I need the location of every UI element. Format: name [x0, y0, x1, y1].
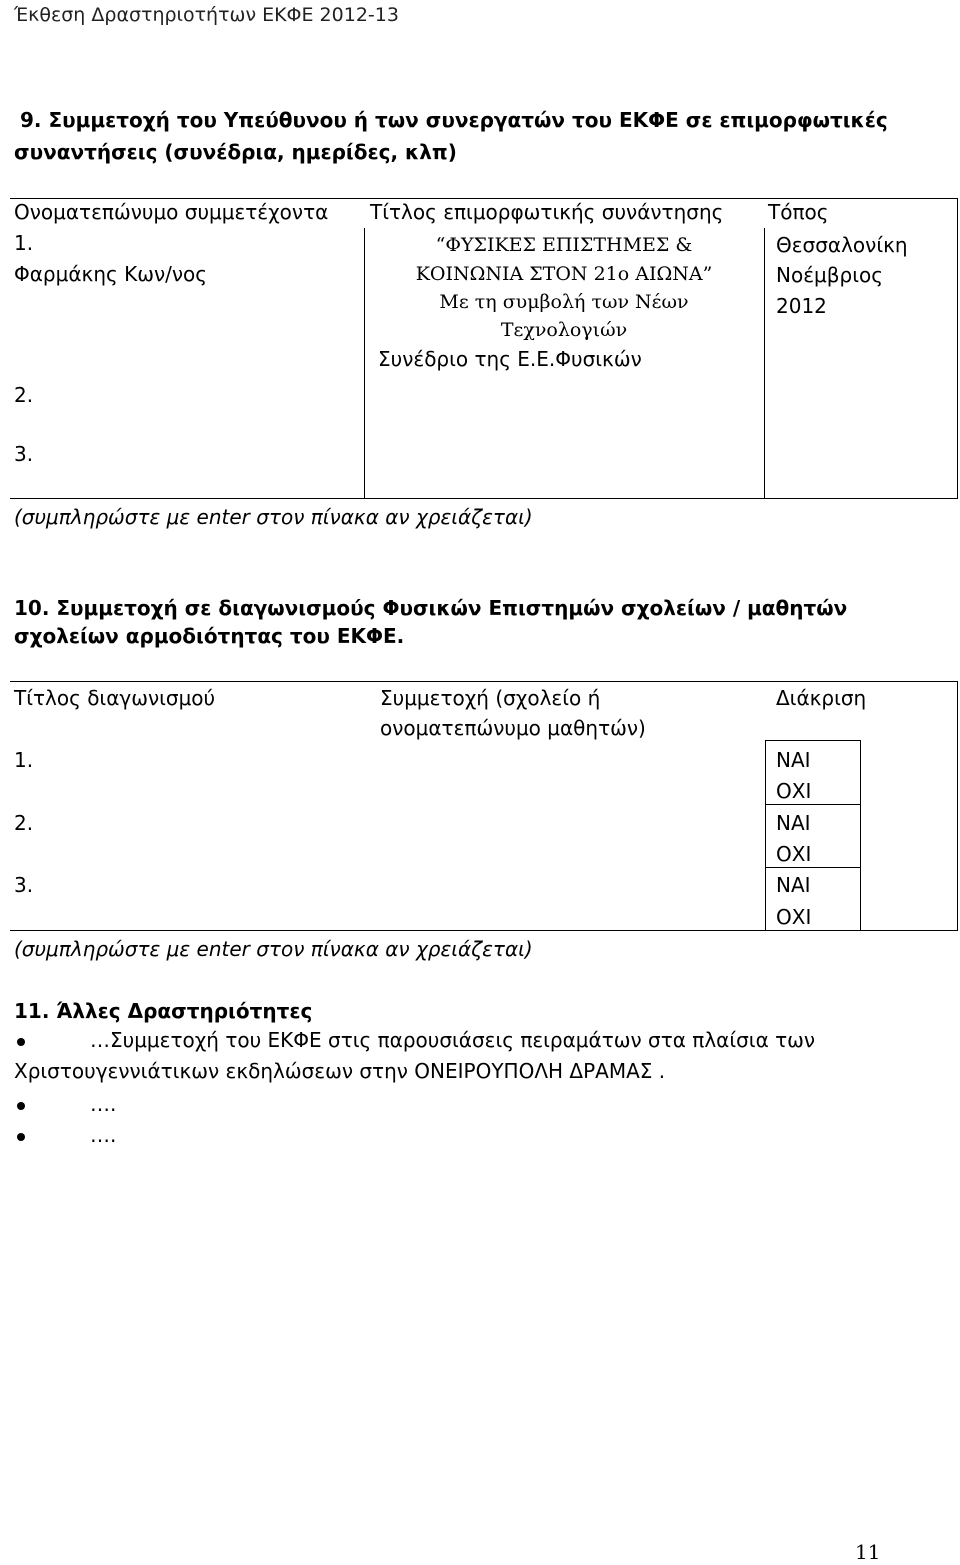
- header-participation-line2: ονοματεπώνυμο μαθητών): [380, 716, 646, 740]
- table-row-line: [765, 804, 861, 805]
- table-row-line: [765, 740, 861, 741]
- bullet3-text: ….: [90, 1123, 117, 1147]
- competition-row3-yes[interactable]: ΝΑΙ: [776, 873, 811, 897]
- table-fill-note: (συμπληρώστε με enter στον πίνακα αν χρειάζεται): [14, 937, 533, 961]
- section-10-title-line1: 10. Συμμετοχή σε διαγωνισμούς Φυσικών Επιστημών σχολείων / μαθητών: [14, 596, 848, 620]
- header-participant-name: Ονοματεπώνυμο συμμετέχοντα: [14, 200, 329, 224]
- row1-place-line3: 2012: [776, 294, 827, 318]
- row1-participant[interactable]: Φαρμάκης Κων/νος: [14, 262, 208, 286]
- competition-row1-no[interactable]: ΟΧΙ: [776, 779, 812, 803]
- section-9-title-line1: 9. Συμμετοχή του Υπεύθυνου ή των συνεργατών του ΕΚΦΕ σε επιμορφωτικές: [20, 108, 888, 132]
- table-border-top: [10, 198, 958, 199]
- row1-number: 1.: [14, 231, 34, 255]
- competition-row3-number: 3.: [14, 873, 34, 897]
- table-divider-col1: [364, 228, 365, 499]
- bullet1-line1: …Συμμετοχή του ΕΚΦΕ στις παρουσιάσεις πειραμάτων στα πλαίσια των: [90, 1028, 816, 1052]
- row1-title-line1: “ΦΥΣΙΚΕΣ ΕΠΙΣΤΗΜΕΣ &: [435, 234, 693, 256]
- header-distinction: Διάκριση: [776, 686, 867, 710]
- section-11-title: 11. Άλλες Δραστηριότητες: [14, 999, 313, 1023]
- competition-row1-number: 1.: [14, 748, 34, 772]
- competition-row3-no[interactable]: ΟΧΙ: [776, 905, 812, 929]
- table-border-right: [957, 198, 958, 499]
- bullet-icon: [17, 1102, 25, 1110]
- page-number: 11: [855, 1540, 881, 1564]
- competition-row2-number: 2.: [14, 811, 34, 835]
- table-border-bottom: [10, 498, 958, 499]
- bullet1-line2: Χριστουγεννιάτικων εκδηλώσεων στην ΟΝΕΙΡΟΥΠΟΛΗ ΔΡΑΜΑΣ .: [14, 1059, 666, 1083]
- section-9-title-line2: συναντήσεις (συνέδρια, ημερίδες, κλπ): [14, 140, 457, 164]
- document-header: Έκθεση Δραστηριοτήτων ΕΚΦΕ 2012-13: [14, 4, 399, 26]
- row3-number: 3.: [14, 442, 34, 466]
- table-fill-note: (συμπληρώστε με enter στον πίνακα αν χρειάζεται): [14, 505, 533, 529]
- header-meeting-title: Τίτλος επιμορφωτικής συνάντησης: [370, 200, 724, 224]
- table-border-bottom: [10, 930, 958, 931]
- bullet-icon: [17, 1038, 25, 1046]
- row2-number: 2.: [14, 383, 34, 407]
- bullet2-text: ….: [90, 1092, 117, 1116]
- row1-title-line3: Με τη συμβολή των Νέων: [439, 291, 689, 313]
- row1-place-line1: Θεσσαλονίκη: [776, 233, 908, 257]
- row1-title-line2: ΚΟΙΝΩΝΙΑ ΣΤΟΝ 21ο ΑΙΩΝΑ”: [415, 263, 713, 285]
- table-border-top: [10, 681, 958, 682]
- table-row-line: [765, 867, 861, 868]
- competition-row2-yes[interactable]: ΝΑΙ: [776, 811, 811, 835]
- row1-title-line4: Τεχνολογιών: [500, 319, 628, 341]
- header-place: Τόπος: [768, 200, 829, 224]
- competition-row1-yes[interactable]: ΝΑΙ: [776, 748, 811, 772]
- table-divider-checkbox: [860, 740, 861, 930]
- table-divider-col: [765, 740, 766, 930]
- header-competition-title: Τίτλος διαγωνισμού: [14, 686, 216, 710]
- header-participation-line1: Συμμετοχή (σχολείο ή: [380, 686, 601, 710]
- row1-title-subtitle: Συνέδριο της Ε.Ε.Φυσικών: [378, 347, 642, 371]
- bullet-icon: [17, 1133, 25, 1141]
- competition-row2-no[interactable]: ΟΧΙ: [776, 842, 812, 866]
- table-divider-col2: [764, 228, 765, 499]
- row1-place-line2: Νοέμβριος: [776, 263, 883, 287]
- table-border-right: [957, 681, 958, 931]
- section-10-title-line2: σχολείων αρμοδιότητας του ΕΚΦΕ.: [14, 624, 405, 648]
